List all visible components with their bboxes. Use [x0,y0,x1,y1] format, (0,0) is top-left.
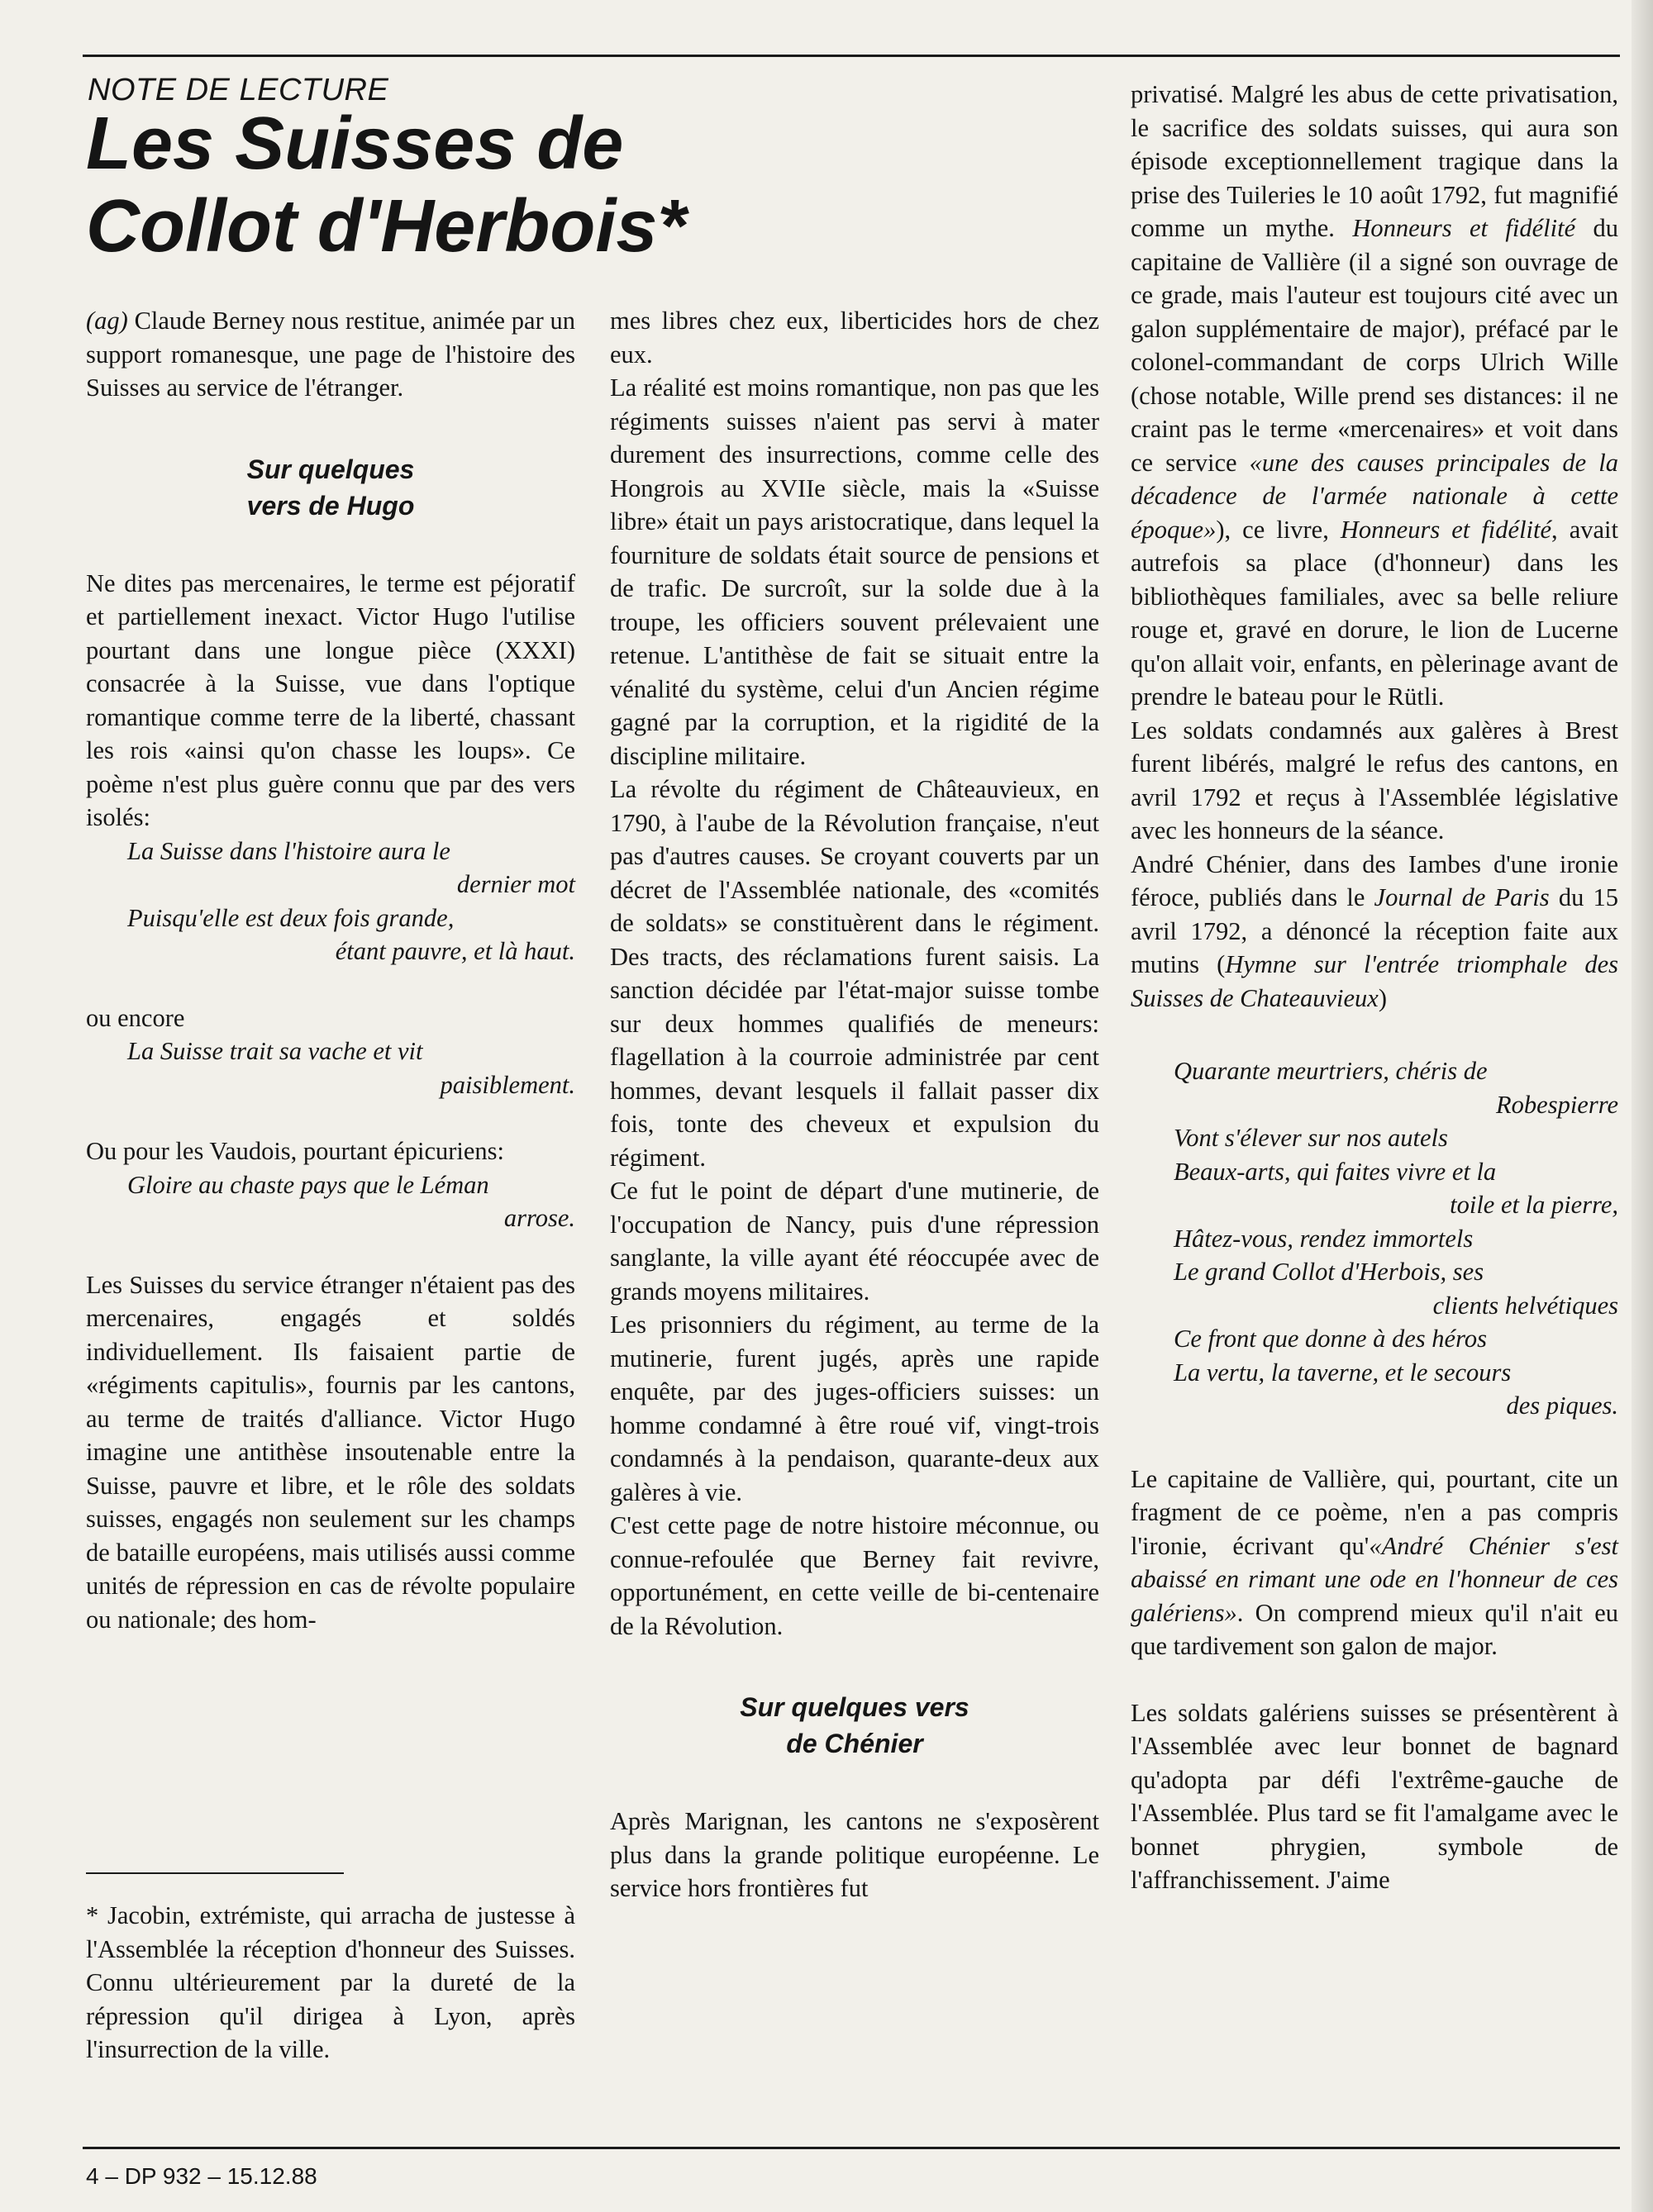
paragraph: Les soldats galériens suisses se présentèrent à l'Assemblée avec leur bonnet de bagnard qu'adopta par défi l'extrême-gauche de l'Assemblée. Plus tard se fit l'amalgame avec le bonnet phrygien, symbole de l'affranchissement. J'aime [1131,1698,1618,1894]
paragraph: mes libres chez eux, liberticides hors de chez eux. [610,307,1099,369]
verse-quote: La Suisse dans l'histoire aura le dernier mot Puisqu'elle est deux fois grande, étant pauvre, et là haut. [127,836,575,965]
footnote: * Jacobin, extrémiste, qui arracha de justesse à l'Assemblée la réception d'honneur des Suisses. Connu ultérieurement par la dureté de la répression qu'il dirigea à Lyon, après l'insurrection de la ville. [86,1901,575,2063]
paragraph: privatisé. Malgré les abus de cette privatisation, le sacrifice des soldats suisses, qui aura son épisode exceptionnellement tragique dans la prise des Tuileries le 10 août 1792, fut magnifié comme un mythe. Honneurs et fidélité du capitaine de Vallière (il a signé son ouvrage de ce grade, mais l'auteur est toujours cité avec un galon supplémentaire de major), préfacé par le colonel-commandant de corps Ulrich Wille (chose notable, Wille prend ses distances: il ne craint pas le terme «mercenaires» et voit dans ce service «une des causes principales de la décadence de l'armée nationale à cette époque»), ce livre, Honneurs et fidélité, avait autrefois sa place (d'honneur) dans les bibliothèques familiales, avec sa belle reliure rouge et, gravé en dorure, le lion de Lucerne qu'on allait voir, enfants, en pèlerinage avant de prendre le bateau pour le Rütli. [1131,80,1618,711]
paragraph: Ce fut le point de départ d'une mutinerie, de l'occupation de Nancy, puis d'une répression sanglante, la ville ayant été réoccupée avec de grands moyens militaires. [610,1177,1099,1306]
subheading-hugo: Sur quelques vers de Hugo [246,454,415,521]
subheading-chenier: Sur quelques vers de Chénier [740,1692,969,1758]
bottom-rule [83,2147,1620,2149]
paragraph: Le capitaine de Vallière, qui, pourtant, cite un fragment de ce poème, n'en a pas compris l'ironie, écrivant qu'«André Chénier s'est abaissé en rimant une ode en l'honneur de ces galériens». On comprend mieux qu'il n'ait eu que tardivement son galon de major. [1131,1464,1618,1660]
paragraph: ou encore [86,1003,185,1032]
column-1 [86,304,575,1636]
verse-quote: La Suisse trait sa vache et vit paisiblement. [127,1037,575,1099]
verse-quote: Gloire au chaste pays que le Léman arrose. [127,1170,575,1232]
paragraph: Ne dites pas mercenaires, le terme est péjoratif et partiellement inexact. Victor Hugo l'utilise pourtant dans une longue pièce (XXXI) consacrée à la Suisse, vue dans l'optique romantique comme terre de la liberté, chassant les rois «ainsi qu'on chasse les loups». Ce poème n'est plus guère connu que par des vers isolés: [86,568,575,831]
title-line-1: Les Suisses de [86,102,624,185]
page-edge-shadow [1632,0,1653,2212]
column-3 [1131,78,1618,1897]
article-title [86,102,1078,268]
paragraph: Ou pour les Vaudois, pourtant épicuriens: [86,1137,504,1165]
page-folio: 4 – DP 932 – 15.12.88 [86,2163,317,2189]
footnote-rule [86,1872,344,1874]
paragraph: La révolte du régiment de Châteauvieux, en 1790, à l'aube de la Révolution française, n'eut pas d'autres causes. Se croyant couverts par un décret de l'Assemblée nationale, des «comités de soldats» se constituèrent dans le régiment. Des tracts, des réclamations furent saisis. La sanction décidée par l'état-major suisse tombe sur deux hommes qualifiés de meneurs: flagellation à la courroie administrée par cent hommes, devant lesquels il fallait passer dix fois, tonte des cheveux et expulsion du régiment. [610,775,1099,1172]
title-line-2: Collot d'Herbois* [86,185,687,268]
author-initials: (ag) [86,307,128,335]
paragraph: Les Suisses du service étranger n'étaient pas des mercenaires, engagés et soldés individuellement. Ils faisaient partie de «régiments capitulis», fournis par les cantons, au terme de traités d'alliance. Victor Hugo imagine une antithèse insoutenable entre la Suisse, pauvre et libre, et le rôle des soldats suisses, engagés non seulement sur les champs de bataille européens, mais utilisés aussi comme unités de répression en cas de révolte populaire ou nationale; des hom- [86,1270,575,1634]
paragraph: C'est cette page de notre histoire méconnue, ou connue-refoulée que Berney fait revivre, opportunément, en cette veille de bi-centenaire de la Révolution. [610,1511,1099,1640]
paragraph: André Chénier, dans des Iambes d'une ironie féroce, publiés dans le Journal de Paris du 15 avril 1792, a dénoncé la réception faite aux mutins (Hymne sur l'entrée triomphale des Suisses de Chateauvieux) [1131,849,1619,1012]
top-rule [83,55,1620,57]
column-2 [610,304,1099,1905]
paragraph: Les soldats condamnés aux galères à Brest furent libérés, malgré le refus des cantons, en avril 1792 et reçus à l'Assemblée législative avec les honneurs de la séance. [1131,716,1618,844]
intro-paragraph: (ag) Claude Berney nous restitue, animée par un support romanesque, une page de l'histoire des Suisses au service de l'étranger. [86,307,575,402]
paragraph: Après Marignan, les cantons ne s'exposèrent plus dans la grande politique européenne. Le service hors frontières fut [610,1807,1099,1902]
chenier-poem: Quarante meurtriers, chéris de Robespierre Vont s'élever sur nos autels Beaux-arts, qui faites vivre et la toile et la pierre, Hâtez-vous, rendez immortels Le grand Collot d'Herbois, ses clients helvétiques Ce front que donne à des héros La vertu, la taverne, et le secours des piques. [1174,1057,1618,1420]
section-kicker: NOTE DE LECTURE [88,73,389,107]
paragraph: La réalité est moins romantique, non pas que les régiments suisses n'aient pas servi à mater durement des insurrections, comme celle des Hongrois au XVIIe siècle, mais la «Suisse libre» était un pays aristocratique, dans lequel la fourniture de soldats était source de pensions et de trafic. De surcroît, sur la solde due à la troupe, les officiers souvent prélevaient une retenue. L'antithèse de fait se situait entre la vénalité du système, celui d'un Ancien régime gagné par la corruption, et la rigidité de la discipline militaire. [610,373,1099,770]
paragraph: Les prisonniers du régiment, au terme de la mutinerie, furent jugés, après une rapide enquête, par des juges-officiers suisses: un homme condamné à être roué vif, vingt-trois condamnés à la pendaison, quarante-deux aux galères à vie. [610,1311,1099,1506]
